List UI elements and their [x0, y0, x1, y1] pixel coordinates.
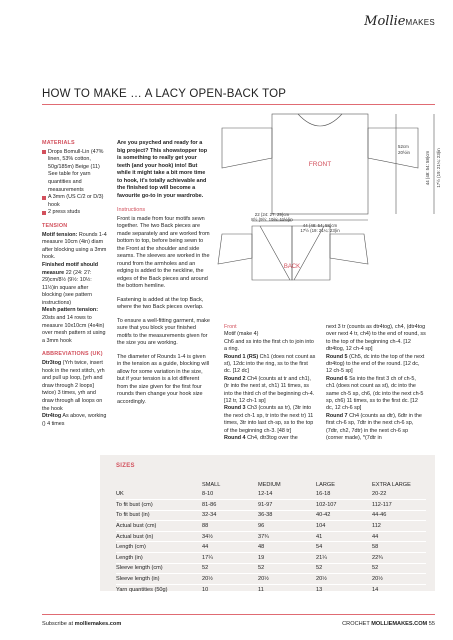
- table-cell: 12-14: [258, 489, 316, 500]
- table-cell: Length (in): [116, 553, 202, 564]
- abbr-para: [42, 360, 107, 413]
- table-cell: 44: [372, 531, 426, 542]
- table-cell: To fit bust (cm): [116, 500, 202, 511]
- table-cell: 91-97: [258, 500, 316, 511]
- materials-item-text: Drops Bomull-Lin (47% linen, 53% cotton, 50g/185m) Beige (11): [48, 148, 104, 170]
- table-row: [116, 521, 426, 532]
- size-col-header: MEDIUM: [258, 481, 281, 488]
- instructions-para: To ensure a well-fitting garment, make sure that you block your finished motifs to the measurements given for the size you are working.: [117, 317, 210, 346]
- round-name: Round 2: [224, 375, 246, 382]
- front-width-in: 17½ (19: 21¼: 23)in: [300, 228, 340, 233]
- bullet-square-icon: [42, 196, 46, 200]
- table-cell: 14: [372, 584, 426, 595]
- table-cell: 22¾: [372, 553, 426, 564]
- tension-text: 22 (24: 27: 29)cm/8½ (9½: 10½: 11½)in square after blocking (see pattern instructions): [42, 269, 93, 306]
- round-line: [326, 413, 426, 443]
- sizes-panel: [100, 455, 435, 591]
- table-cell: 81-86: [202, 500, 258, 511]
- table-cell: Actual bust (cm): [116, 521, 202, 532]
- table-cell: 20½: [316, 574, 372, 585]
- table-cell: 88: [202, 521, 258, 532]
- table-row: [116, 531, 426, 542]
- materials-heading: MATERIALS: [42, 140, 75, 146]
- table-cell: Sleeve length (in): [116, 574, 202, 585]
- round-name: Round 6: [326, 375, 348, 382]
- size-col-header: [116, 480, 202, 489]
- table-cell: 44-46: [372, 510, 426, 521]
- back-width-cm: 22 (24: 27: 29)cm: [254, 212, 290, 217]
- round-name: Round 3: [224, 405, 246, 412]
- footer-left-prefix: Subscribe at: [42, 621, 75, 627]
- round-text: Ch4 (counts as dtr), 6dtr in the first ch-6 sp, 7dtr in the next ch-6 sp, (7dtr, ch2, 7dtr) in the next ch-6 sp (corner made), *(7dtr in: [326, 412, 422, 442]
- page-number: 55: [428, 621, 435, 627]
- page-title: HOW TO MAKE … A LACY OPEN-BACK TOP: [42, 88, 287, 100]
- back-body-outline-right: [292, 226, 330, 280]
- table-cell: 54: [316, 542, 372, 553]
- back-label: BACK: [283, 264, 301, 270]
- tension-bold: Finished motif should measure: [42, 261, 98, 276]
- motif-label: Motif (make 4): [224, 331, 259, 338]
- round-text: Ch3 (counts as tr), (3tr into the next ch-1 sp, tr into the next tr) 11 times, 3tr into last ch-sp, ss to the top of the beginning ch-3. [48 tr]: [224, 405, 314, 434]
- rounds-column: [326, 324, 426, 443]
- logo-script: Mollie: [364, 14, 406, 29]
- table-row: [116, 500, 426, 511]
- table-cell: 52: [316, 563, 372, 574]
- instructions-heading: Instructions: [117, 207, 146, 213]
- table-cell: Yarn quantities (50g): [116, 584, 202, 595]
- round-text: Ch1 (does not count as st), 12dc into the ring, ss to the first dc. [12 dc]: [224, 353, 316, 375]
- table-cell: 44: [202, 542, 258, 553]
- round-line: [224, 376, 316, 406]
- front-heading: Front: [224, 324, 237, 330]
- size-col-header: SMALL: [202, 481, 221, 488]
- sizes-header-row: [116, 480, 426, 489]
- tension-bold: Motif tension:: [42, 231, 78, 238]
- title-rule: [42, 104, 435, 105]
- back-width-in: 8½ (9½: 10½: 11½)in: [251, 217, 293, 222]
- table-cell: 37¾: [258, 531, 316, 542]
- table-row: [116, 584, 426, 595]
- table-row: [116, 489, 426, 500]
- table-cell: 112-117: [372, 500, 426, 511]
- instructions-para: Front is made from four motifs sewn together. The two Back pieces are made separately and are worked from bottom to top, before being sewn to the Front at the shoulder and side seams. The sleeves are worked in the round from the armholes and an edging is added to the neckline, the edges of the Back pieces and around the bottom hemline.: [117, 215, 210, 289]
- back-body-outline: [252, 226, 292, 280]
- front-left-sleeve: [222, 128, 272, 168]
- tension-text: Rounds 1-4 measure 10cm (4in) diam after blocking using a 3mm hook.: [42, 231, 107, 261]
- table-cell: UK: [116, 489, 202, 500]
- table-row: [116, 563, 426, 574]
- table-cell: To fit bust (in): [116, 510, 202, 521]
- round-lead: next 3 tr (counts as dtr4tog), ch4, (dtr4tog over next 4 tr, ch4) to the end of round, ss to the top of the beginning ch-4. [12 dtr4tog, 12 ch-4 sp]: [326, 324, 426, 353]
- table-cell: 19: [258, 553, 316, 564]
- table-cell: Length (cm): [116, 542, 202, 553]
- table-row: [116, 542, 426, 553]
- tension-para: [42, 232, 107, 262]
- table-cell: 11: [258, 584, 316, 595]
- round-line: [224, 405, 316, 435]
- table-cell: 41: [316, 531, 372, 542]
- sizes-heading: SIZES: [116, 463, 135, 469]
- table-row: [116, 510, 426, 521]
- intro-text: Are you psyched and ready for a big project? This showstopper top is something to really get your teeth (and your hook) into! But while it might take a bit more time to hook, it's totally achievable and the finished top will become a favourite go-to in your wardrobe.: [117, 140, 208, 199]
- materials-note: See table for yarn quantities and measurements: [48, 171, 91, 193]
- instructions-para: Fastening is added at the top Back, where the two Back pieces overlap.: [117, 296, 204, 310]
- table-cell: Actual bust (in): [116, 531, 202, 542]
- table-cell: 104: [316, 521, 372, 532]
- materials-item-text: 2 press studs: [48, 209, 81, 216]
- round-name: Round 5: [326, 353, 348, 360]
- tension-text: 20sts and 14 rows to measure 10x10cm (4x4in) over mesh pattern st using a 3mm hook: [42, 315, 106, 344]
- table-cell: 58: [372, 542, 426, 553]
- front-height-cm: 52cm: [398, 144, 409, 149]
- round-line: [326, 354, 426, 376]
- tension-para: [42, 262, 107, 308]
- table-cell: Sleeve length (cm): [116, 563, 202, 574]
- abbr-def: As above, working () 4 times: [42, 413, 107, 427]
- table-cell: 20½: [258, 574, 316, 585]
- round-line: [224, 354, 316, 376]
- table-cell: 34½: [202, 531, 258, 542]
- garment-schematic: [212, 108, 442, 313]
- table-cell: 20½: [372, 574, 426, 585]
- round-text: Ch4 (counts at tr and ch1), (tr into the next st, ch1) 11 times, ss into the third ch of the beginning ch-4. [12 tr, 12 ch-1 sp]: [224, 375, 315, 405]
- table-cell: 40-42: [316, 510, 372, 521]
- table-cell: 8-10: [202, 489, 258, 500]
- logo-caps: MAKES: [405, 18, 435, 27]
- table-cell: 20½: [202, 574, 258, 585]
- front-label: FRONT: [308, 161, 332, 168]
- table-row: [116, 574, 426, 585]
- side-length-cm: 44 (48: 54: 58)cm: [425, 150, 430, 186]
- size-col-header: LARGE: [316, 481, 335, 488]
- sidebar: [42, 140, 107, 428]
- instructions-para: The diameter of Rounds 1-4 is given in the tension as a guide, blocking will allow for some variation in the size, but if your tension is a lot different from the size given for the first four rounds then change your hook size accordingly.: [117, 353, 210, 405]
- round-text: Ch4, dtr3tog over the: [247, 435, 298, 442]
- table-row: [116, 553, 426, 564]
- abbreviations-heading: ABBREVIATIONS (UK): [42, 351, 103, 358]
- front-right-sleeve: [368, 128, 418, 168]
- size-col-header: EXTRA LARGE: [372, 481, 411, 488]
- sizes-table: [116, 480, 426, 595]
- table-cell: 48: [258, 542, 316, 553]
- tension-heading: TENSION: [42, 222, 68, 229]
- table-cell: 21¼: [316, 553, 372, 564]
- table-cell: 36-38: [258, 510, 316, 521]
- abbr-term: Dtr4tog: [42, 413, 62, 420]
- round-name: Round 1 (RS): [224, 353, 259, 360]
- materials-item: [42, 209, 107, 217]
- round-text: (Ch5, dc into the top of the next dtr4tog) to the end of the round. [12 dc, 12 ch-5 sp]: [326, 353, 425, 375]
- table-cell: 32-34: [202, 510, 258, 521]
- table-cell: 20-22: [372, 489, 426, 500]
- front-column: [224, 324, 316, 443]
- abbr-para: [42, 413, 107, 428]
- side-length-in: 17½ (19: 21¼: 23)in: [436, 148, 441, 188]
- round-line: [326, 376, 426, 413]
- table-cell: 52: [202, 563, 258, 574]
- magazine-logo: [364, 14, 435, 29]
- front-neckline: [298, 114, 342, 126]
- materials-item-text: A 3mm (US C/2 or D/3) hook: [48, 194, 104, 208]
- bullet-square-icon: [42, 150, 46, 154]
- round-line: [224, 435, 316, 442]
- round-name: Round 4: [224, 435, 246, 442]
- table-cell: 52: [372, 563, 426, 574]
- table-cell: 13: [316, 584, 372, 595]
- materials-item: [42, 194, 107, 209]
- footer-left-site[interactable]: molliemakes.com: [74, 621, 122, 627]
- footer-rule: [42, 614, 435, 615]
- table-cell: 102-107: [316, 500, 372, 511]
- footer-right-site[interactable]: MOLLIEMAKES.COM: [371, 621, 428, 627]
- bullet-square-icon: [42, 211, 46, 215]
- table-cell: 112: [372, 521, 426, 532]
- intro-column: [117, 140, 210, 412]
- abbr-term: Dtr3tog: [42, 360, 62, 367]
- table-cell: 16-18: [316, 489, 372, 500]
- table-cell: 17¼: [202, 553, 258, 564]
- round-name: Round 7: [326, 412, 348, 419]
- tension-bold: Mesh pattern tension:: [42, 307, 99, 314]
- round-text: Ss into the first 3 ch of ch-5, ch1 (does not count as st), dc into the same ch-5 sp, ch6, (dc into the next ch-5 sp, ch6) 11 times, ss to the first dc. [12 dc, 12 ch-6 sp]: [326, 375, 424, 412]
- abbr-def: (Yrh twice, insert hook in the next stitch, yrh and pull up loop, [yrh and draw through 2 loops] twice) 3 times, yrh and draw through all loops on the hook: [42, 360, 105, 412]
- back-left-sleeve: [218, 234, 252, 264]
- table-cell: 10: [202, 584, 258, 595]
- footer-subscribe: [42, 621, 121, 627]
- footer-right-prefix: CROCHET: [342, 621, 372, 627]
- tension-para: [42, 307, 107, 345]
- table-cell: 96: [258, 521, 316, 532]
- front-width-cm: 44 (48: 54: 58)cm: [302, 223, 338, 228]
- materials-item: [42, 149, 107, 172]
- front-height-in: 20½in: [398, 150, 410, 155]
- table-cell: 52: [258, 563, 316, 574]
- motif-lead: Ch6 and ss into the first ch to join into a ring.: [224, 338, 314, 353]
- back-right-sleeve: [330, 234, 368, 264]
- footer-page: [342, 621, 435, 627]
